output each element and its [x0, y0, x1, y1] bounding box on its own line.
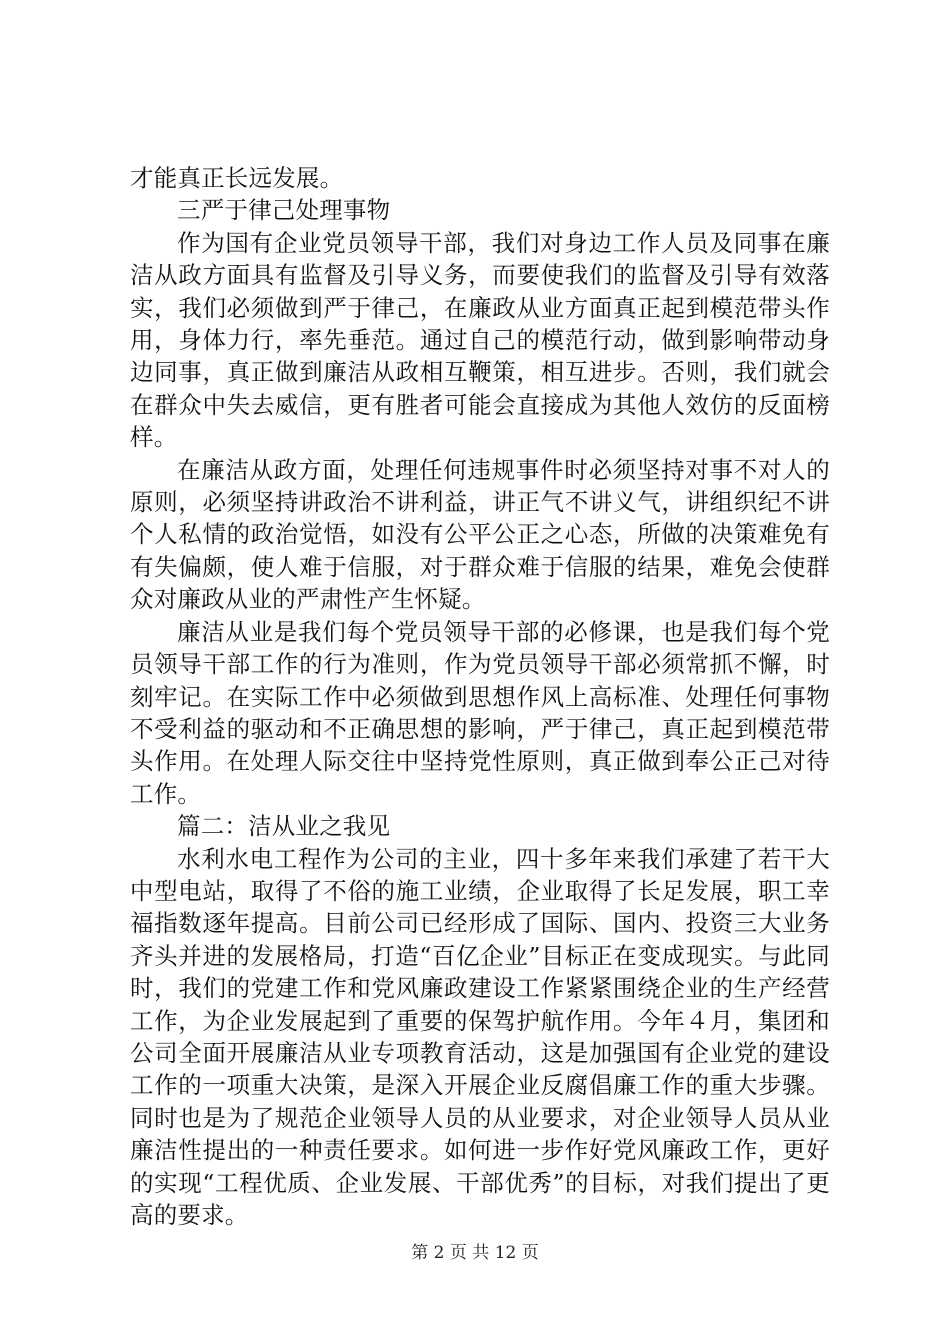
- paragraph: 在廉洁从政方面，处理任何违规事件时必须坚持对事不对人的原则，必须坚持讲政治不讲利益，讲正气不讲义气，讲组织纪不讲个人私情的政治觉悟，如没有公平公正之心态，所做的决策难免有有失偏颇，使人难于信服，对于群众难于信服的结果，难免会使群众对廉政从业的严肃性产生怀疑。: [130, 455, 830, 614]
- paragraph: 才能真正长远发展。: [130, 164, 344, 192]
- page-number-footer: 第 2 页 共 12 页: [411, 1243, 539, 1263]
- section-heading: 篇二：洁从业之我见: [177, 812, 391, 841]
- paragraph: 作为国有企业党员领导干部，我们对身边工作人员及同事在廉洁从政方面具有监督及引导义务，而要使我们的监督及引导有效落实，我们必须做到严于律己，在廉政从业方面真正起到模范带头作用，身体力行，率先垂范。通过自己的模范行动，做到影响带动身边同事，真正做到廉洁从政相互鞭策，相互进步。否则，我们就会在群众中失去威信，更有胜者可能会直接成为其他人效仿的反面榜样。: [130, 228, 830, 452]
- paragraph: 水利水电工程作为公司的主业，四十多年来我们承建了若干大中型电站，取得了不俗的施工业绩，企业取得了长足发展，职工幸福指数逐年提高。目前公司已经形成了国际、国内、投资三大业务齐头并进的发展格局，打造“百亿企业”目标正在变成现实。与此同时，我们的党建工作和党风廉政建设工作紧紧围绕企业的生产经营工作，为企业发展起到了重要的保驾护航作用。今年４月，集团和公司全面开展廉洁从业专项教育活动，这是加强国有企业党的建设工作的一项重大决策，是深入开展企业反腐倡廉工作的重大步骤。同时也是为了规范企业领导人员的从业要求，对企业领导人员从业廉洁性提出的一种责任要求。如何进一步作好党风廉政工作，更好的实现“工程优质、企业发展、干部优秀”的目标，对我们提出了更高的要求。: [130, 844, 830, 1229]
- document-body: [130, 162, 830, 1231]
- section-heading: 三严于律己处理事物: [177, 196, 391, 225]
- paragraph: 廉洁从业是我们每个党员领导干部的必修课，也是我们每个党员领导干部工作的行为准则，作为党员领导干部必须常抓不懈，时刻牢记。在实际工作中必须做到思想作风上高标准、处理任何事物不受利益的驱动和不正确思想的影响，严于律己，真正起到模范带头作用。在处理人际交往中坚持党性原则，真正做到奉公正己对待工作。: [130, 617, 830, 808]
